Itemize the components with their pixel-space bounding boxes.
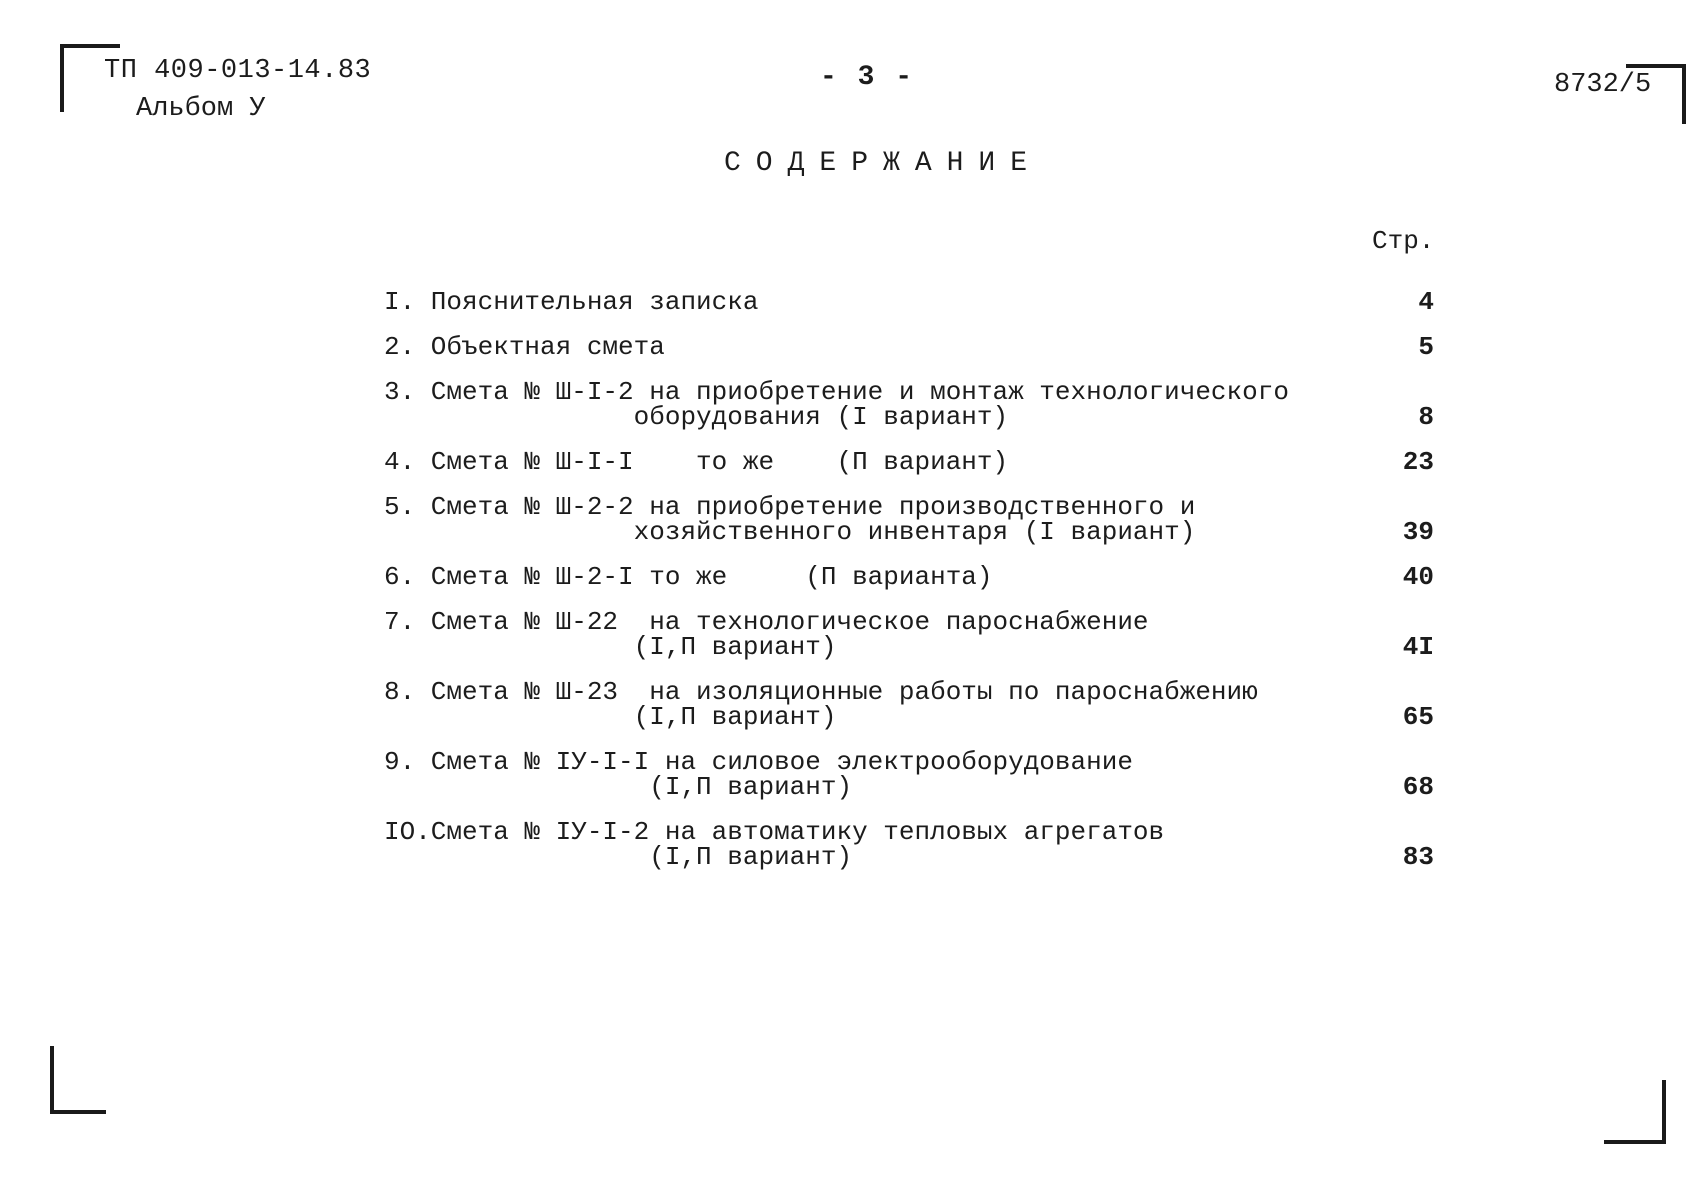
table-of-contents [384, 287, 1434, 872]
toc-item-text: 5. Смета № Ш-2-2 на приобретение производственного и [384, 492, 1196, 522]
toc-item-page: 39 [1402, 517, 1434, 547]
toc-item-text-continued: (I,П вариант) [384, 842, 853, 872]
toc-item-page: 4I [1402, 632, 1434, 662]
toc-item-2 [384, 332, 1434, 362]
frame-corner-bottom-left [50, 1046, 106, 1114]
toc-item-text: 7. Смета № Ш-22 на технологическое пароснабжение [384, 607, 1149, 637]
toc-item-5 [384, 492, 1434, 547]
toc-item-page: 8 [1418, 402, 1434, 432]
toc-item-text: IO.Смета № IУ-I-2 на автоматику тепловых агрегатов [384, 817, 1165, 847]
toc-item-10 [384, 817, 1434, 872]
page-number: - 3 - [820, 62, 915, 93]
toc-item-page: 68 [1402, 772, 1434, 802]
toc-item-text: 3. Смета № Ш-I-2 на приобретение и монтаж технологического [384, 377, 1289, 407]
toc-item-text-continued: (I,П вариант) [384, 772, 853, 802]
toc-item-9 [384, 747, 1434, 802]
toc-item-page: 23 [1402, 447, 1434, 477]
toc-item-text-continued: (I,П вариант) [384, 702, 837, 732]
toc-item-text: 2. Объектная смета [384, 332, 665, 362]
page-column-header: Стр. [1372, 226, 1435, 256]
toc-item-text-continued: (I,П вариант) [384, 632, 837, 662]
frame-corner-bottom-right [1604, 1080, 1666, 1144]
toc-item-text-continued: хозяйственного инвентаря (I вариант) [384, 517, 1196, 547]
album-label: Альбом У [136, 94, 266, 124]
toc-item-text: 8. Смета № Ш-23 на изоляционные работы по пароснабжению [384, 677, 1258, 707]
toc-item-text-continued: оборудования (I вариант) [384, 402, 1009, 432]
toc-item-4 [384, 447, 1434, 477]
toc-item-page: 5 [1418, 332, 1434, 362]
toc-item-6 [384, 562, 1434, 592]
toc-item-3 [384, 377, 1434, 432]
inventory-number: 8732/5 [1554, 70, 1652, 100]
toc-item-page: 40 [1402, 562, 1434, 592]
toc-item-page: 4 [1418, 287, 1434, 317]
toc-item-text: 6. Смета № Ш-2-I то же (П варианта) [384, 562, 993, 592]
page-title: СОДЕРЖАНИЕ [724, 148, 1043, 179]
toc-item-text: I. Пояснительная записка [384, 287, 759, 317]
document-code: ТП 409-013-14.83 [104, 56, 372, 86]
toc-item-1 [384, 287, 1434, 317]
toc-item-8 [384, 677, 1434, 732]
toc-item-text: 4. Смета № Ш-I-I то же (П вариант) [384, 447, 1009, 477]
toc-item-text: 9. Смета № IУ-I-I на силовое электрооборудование [384, 747, 1133, 777]
toc-item-7 [384, 607, 1434, 662]
toc-item-page: 83 [1402, 842, 1434, 872]
toc-item-page: 65 [1402, 702, 1434, 732]
